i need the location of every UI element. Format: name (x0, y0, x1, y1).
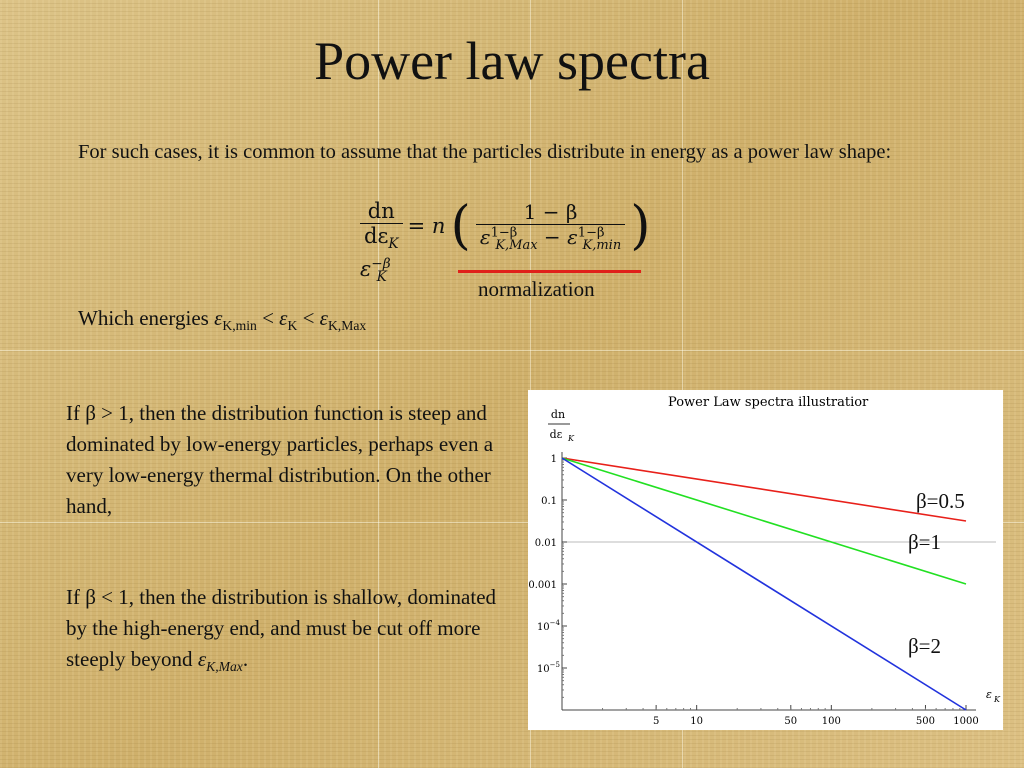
den-a-sup: 1−β (490, 224, 518, 240)
lhs-den-symbol: dε (364, 224, 389, 249)
energy-range-math: $\varepsilon_{K,min} < \varepsilon_K < \varepsilon_{K,Max}$ (214, 306, 367, 334)
equals-n: = n (407, 214, 446, 238)
rhs-symbol: ε (360, 257, 372, 281)
den-b-sup: 1−β (577, 224, 605, 240)
series-label-3: β=2 (908, 634, 942, 658)
y-tick-label: 0.001 (528, 580, 557, 591)
right-paren: ) (630, 196, 651, 256)
series-line-2 (562, 458, 966, 584)
x-tick-label: 5 (652, 716, 660, 727)
series-label-2: β=1 (908, 530, 942, 554)
para2-end: . (242, 647, 249, 671)
slide-title: Power law spectra (314, 31, 710, 91)
lhs-fraction (360, 199, 403, 252)
para2-epsilon: ε (197, 647, 207, 671)
y-tick-label: 0.1 (541, 496, 557, 507)
chart-title: Power Law spectra illustratior (668, 395, 869, 410)
den-a: ε (479, 224, 491, 249)
lhs-denominator (360, 223, 403, 252)
paragraph-shallow (66, 582, 521, 682)
den-b-sub: K,min (582, 237, 622, 253)
series-label-1: β=0.5 (916, 489, 965, 513)
x-tick-label: 1000 (953, 716, 979, 727)
y-tick-label-exponent: −4 (549, 619, 560, 627)
chart-svg (528, 390, 1003, 730)
paragraph-steep: If β > 1, then the distribution function is steep and dominated by low-energy particles, perhaps even a very low-energy thermal distribution. On the other hand, (66, 401, 494, 518)
x-axis-label-sub: K (994, 695, 1000, 704)
y-axis-label-sub: K (568, 434, 574, 443)
para2-text: If β < 1, then the distribution is shallow, dominated by the high-energy end, and must be cut off more steeply beyond (66, 585, 497, 671)
x-axis-label: ε (986, 688, 992, 701)
den-minus: − (537, 224, 568, 249)
series-line-1 (562, 458, 966, 521)
series-line-3 (562, 458, 966, 710)
x-tick-label: 500 (915, 716, 936, 727)
power-law-chart (528, 390, 1003, 730)
y-axis-label-numerator: dn (550, 408, 566, 421)
norm-denominator (476, 224, 625, 253)
intro-text: For such cases, it is common to assume that the particles distribute in energy as a power law shape: (78, 141, 892, 163)
rhs-sup: −β (371, 256, 391, 272)
lhs-den-sub: K (388, 236, 399, 253)
y-tick-label-exponent: −5 (549, 661, 560, 669)
x-tick-label: 50 (784, 716, 798, 727)
para2-sub: K,Max (206, 659, 243, 675)
den-a-sub: K,Max (495, 237, 538, 253)
y-tick-label: 1 (550, 454, 557, 465)
normalization-label: normalization (478, 277, 595, 301)
left-paren: ( (450, 196, 471, 256)
lhs-numerator: dn (367, 199, 395, 224)
norm-numerator: 1 − β (523, 199, 578, 224)
rhs-sub: K (376, 269, 387, 286)
normalization-underline (458, 270, 641, 273)
y-tick-label: $10^{-5}$ (536, 661, 560, 675)
energy-range-text (78, 306, 366, 334)
normalization-fraction (476, 200, 625, 253)
x-tick-label: 10 (690, 716, 704, 727)
y-axis-label-denominator: dε (549, 428, 563, 441)
rhs-term (360, 256, 391, 286)
x-tick-label: 100 (821, 716, 841, 727)
y-tick-label: 0.01 (534, 538, 557, 549)
bg-gridline (0, 350, 1024, 351)
den-b: ε (567, 224, 578, 249)
y-tick-label: $10^{-4}$ (536, 619, 560, 633)
which-prefix: Which energies (78, 306, 215, 330)
